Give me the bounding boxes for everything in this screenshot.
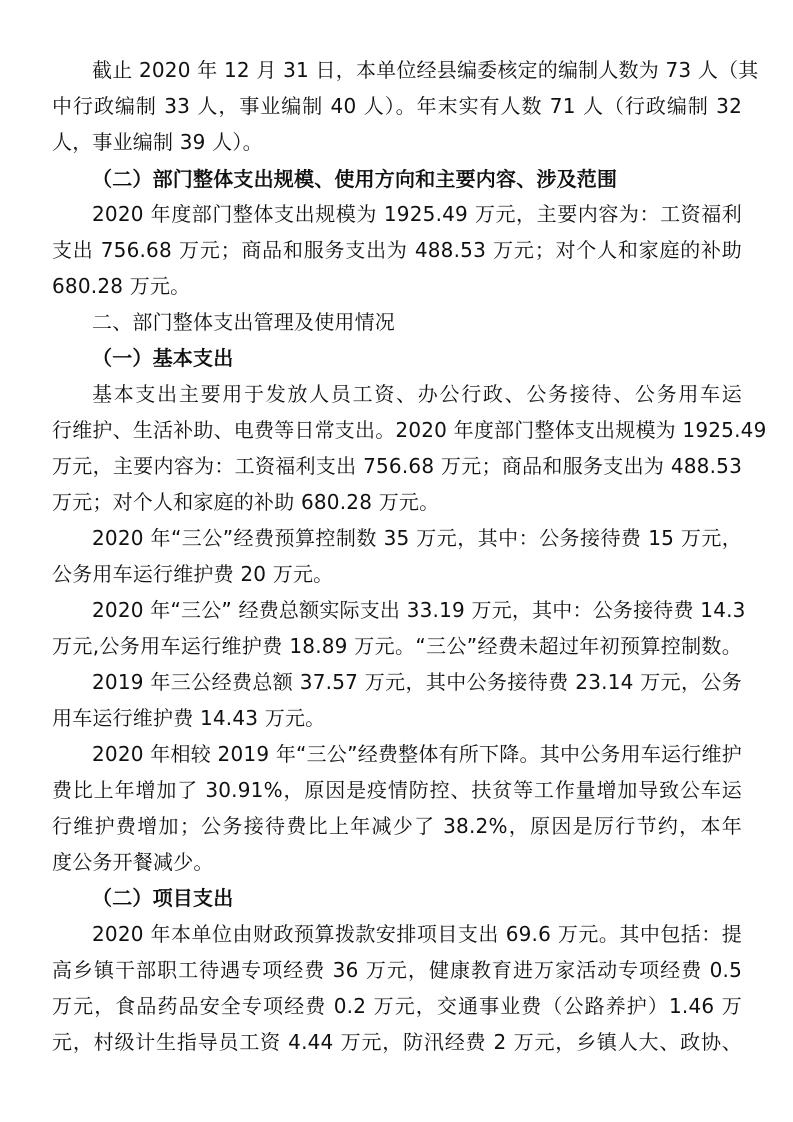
paragraph-line: 2020 年相较 2019 年“三公”经费整体有所下降。其中公务用车运行维护 xyxy=(92,742,742,766)
subsection-heading: （一）基本支出 xyxy=(92,346,234,370)
paragraph-line: 支出 756.68 万元；商品和服务支出为 488.53 万元；对个人和家庭的补助 xyxy=(52,238,742,262)
paragraph-line: 截止 2020 年 12 月 31 日，本单位经县编委核定的编制人数为 73 人（其 xyxy=(92,58,759,82)
paragraph-line: 680.28 万元。 xyxy=(52,274,191,298)
paragraph-line: 基本支出主要用于发放人员工资、办公行政、公务接待、公务用车运 xyxy=(92,382,742,406)
paragraph-line: 万元，主要内容为：工资福利支出 756.68 万元；商品和服务支出为 488.53 xyxy=(52,454,742,478)
paragraph-line: 公务用车运行维护费 20 万元。 xyxy=(52,562,334,586)
paragraph-line: 2020 年本单位由财政预算拨款安排项目支出 69.6 万元。其中包括：提 xyxy=(92,922,742,946)
section-heading: （二）部门整体支出规模、使用方向和主要内容、涉及范围 xyxy=(92,167,618,191)
paragraph-line: 万元；对个人和家庭的补助 680.28 万元。 xyxy=(52,490,440,514)
paragraph-line: 中行政编制 33 人，事业编制 40 人）。年末实有人数 71 人（行政编制 32 xyxy=(52,94,742,118)
paragraph-line: 元，村级计生指导员工资 4.44 万元，防汛经费 2 万元，乡镇人大、政协、 xyxy=(52,1030,742,1054)
paragraph-line: 万元,公务用车运行维护费 18.89 万元。“三公”经费未超过年初预算控制数。 xyxy=(52,634,742,658)
section-heading: 二、部门整体支出管理及使用情况 xyxy=(92,310,395,334)
paragraph-line: 费比上年增加了 30.91%，原因是疫情防控、扶贫等工作量增加导致公车运 xyxy=(52,778,742,802)
subsection-heading: （二）项目支出 xyxy=(92,886,234,910)
paragraph-line: 行维护费增加；公务接待费比上年减少了 38.2%，原因是厉行节约，本年 xyxy=(52,814,742,838)
paragraph-line: 行维护、生活补助、电费等日常支出。2020 年度部门整体支出规模为 1925.49 xyxy=(52,418,767,442)
paragraph-line: 度公务开餐减少。 xyxy=(52,850,214,874)
paragraph-line: 高乡镇干部职工待遇专项经费 36 万元，健康教育进万家活动专项经费 0.5 xyxy=(52,958,742,982)
paragraph-line: 人，事业编制 39 人）。 xyxy=(52,130,263,154)
paragraph-line: 2020 年“三公” 经费总额实际支出 33.19 万元，其中：公务接待费 14.3 xyxy=(92,598,746,622)
paragraph-line: 用车运行维护费 14.43 万元。 xyxy=(52,706,326,730)
paragraph-line: 2020 年度部门整体支出规模为 1925.49 万元，主要内容为：工资福利 xyxy=(92,202,742,226)
paragraph-line: 2019 年三公经费总额 37.57 万元，其中公务接待费 23.14 万元，公务 xyxy=(92,670,742,694)
paragraph-line: 2020 年“三公”经费预算控制数 35 万元，其中：公务接待费 15 万元， xyxy=(92,526,742,550)
paragraph-line: 万元，食品药品安全专项经费 0.2 万元，交通事业费（公路养护）1.46 万 xyxy=(52,994,742,1018)
